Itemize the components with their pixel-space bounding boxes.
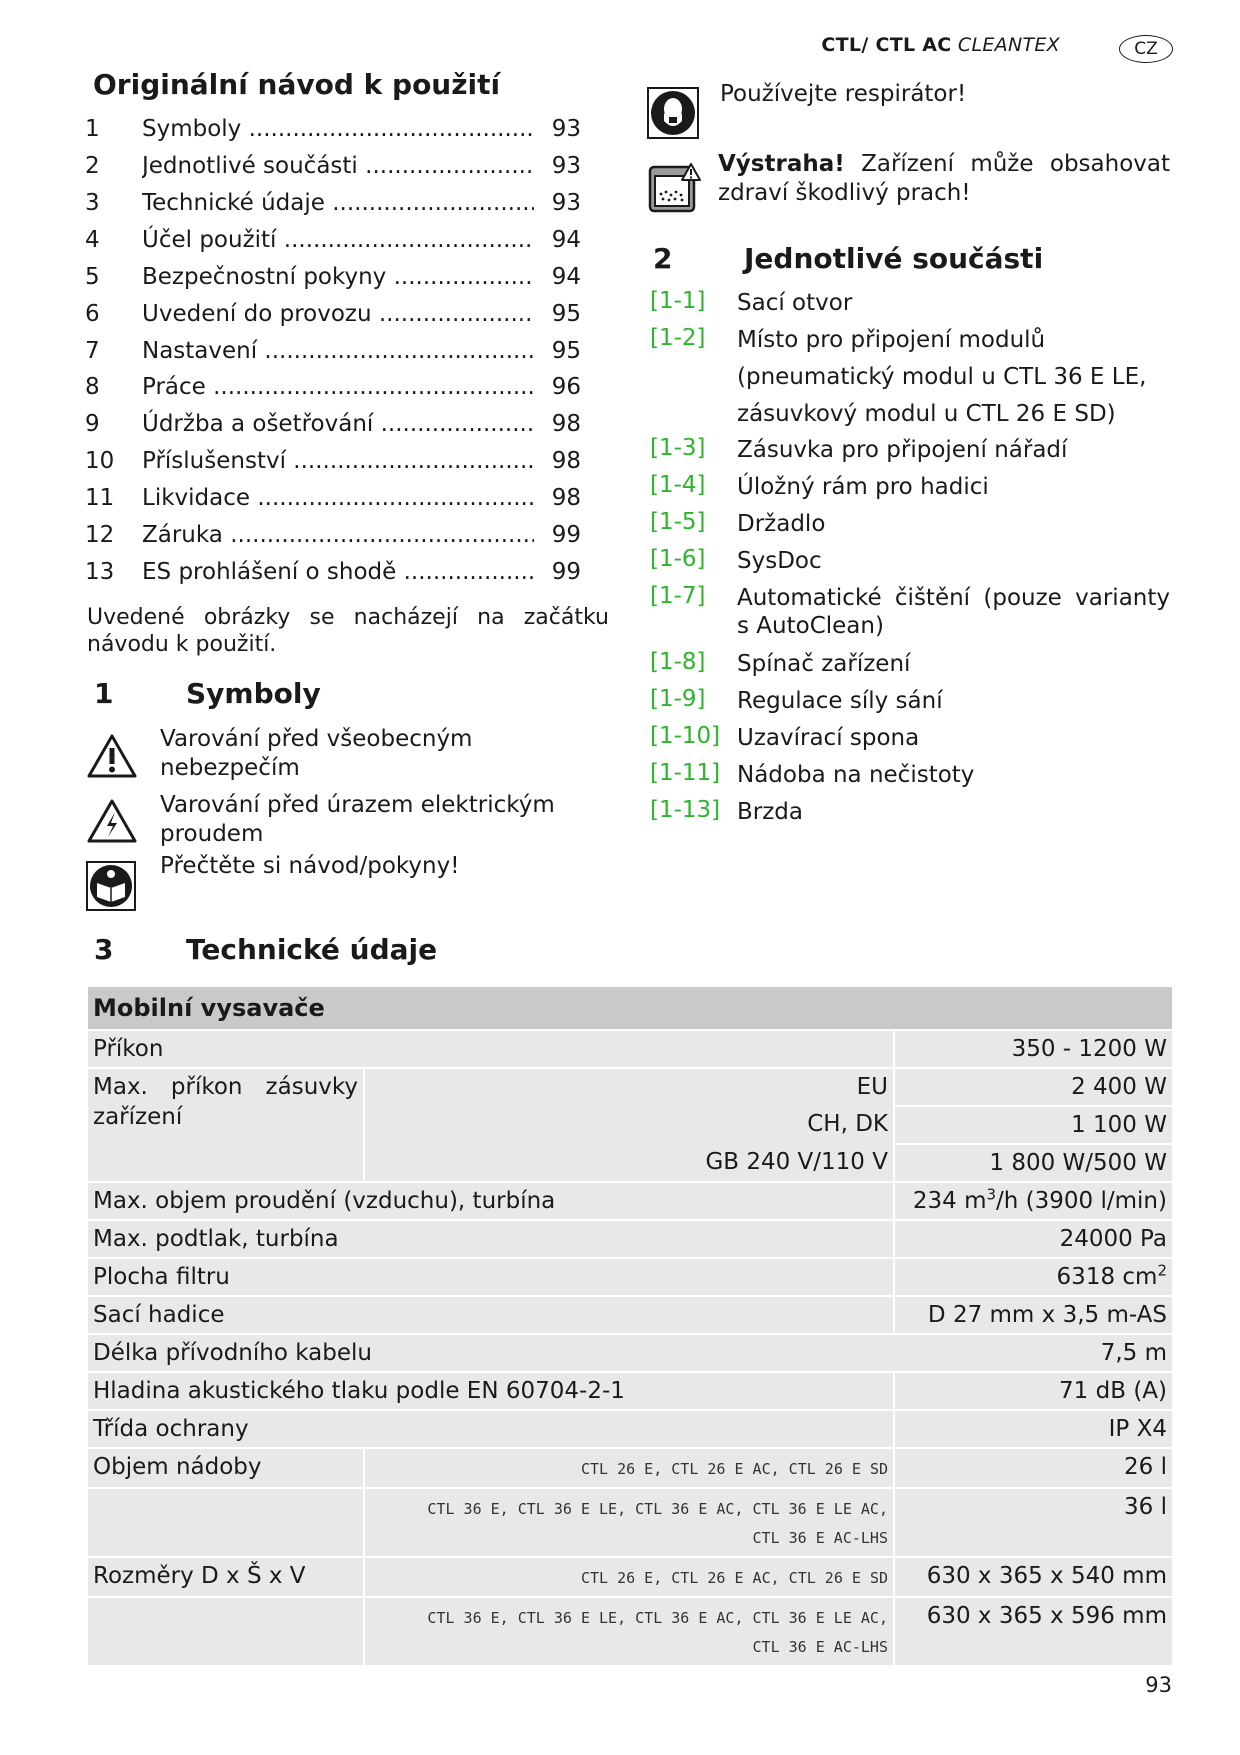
region-cell: CH, DK <box>364 1106 894 1144</box>
table-row <box>87 1488 1173 1557</box>
section1-title: Symboly <box>186 677 321 710</box>
component-ref: [1-3] <box>650 435 706 461</box>
toc-num: 5 <box>85 264 100 290</box>
dust-warning-body: Zařízení může obsahovat zdraví škodlivý prach! <box>718 151 1171 206</box>
component-label: Držadlo <box>737 511 826 537</box>
value-part: /h (3900 l/min) <box>996 1188 1167 1214</box>
row-value: IP X4 <box>894 1410 1173 1448</box>
symbol-text: Přečtěte si návod/pokyny! <box>160 853 460 879</box>
toc-page: 93 <box>551 153 581 179</box>
table-row <box>87 1030 1173 1068</box>
technical-data-table <box>86 985 1174 1667</box>
symbol-text: Varování před úrazem elektrickým proudem <box>160 792 555 847</box>
row-label: Délka přívodního kabelu <box>87 1334 894 1372</box>
row-label: Objem nádoby <box>87 1448 364 1488</box>
toc-row[interactable] <box>85 297 581 331</box>
dust-hazard-icon <box>647 162 701 220</box>
toc-num: 3 <box>85 190 100 216</box>
toc-page: 98 <box>551 448 581 474</box>
table-header: Mobilní vysavače <box>87 986 1173 1030</box>
models-cell: CTL 26 E, CTL 26 E AC, CTL 26 E SD <box>364 1557 894 1597</box>
toc-row[interactable] <box>85 149 581 183</box>
section3-title: Technické údaje <box>186 933 438 966</box>
toc-row[interactable] <box>85 112 581 146</box>
table-row <box>87 1334 1173 1372</box>
toc-page: 99 <box>551 522 581 548</box>
toc-num: 12 <box>85 522 115 548</box>
toc-num: 11 <box>85 485 115 511</box>
toc-num: 4 <box>85 227 100 253</box>
component-label: Nádoba na nečistoty <box>737 762 975 788</box>
row-value: 1 800 W/500 W <box>894 1144 1173 1182</box>
intro-note: Uvedené obrázky se nacházejí na začátku návodu k použití. <box>87 605 609 657</box>
toc-title: ES prohlášení o shodě ..... <box>142 555 534 589</box>
models-line: CTL 36 E, CTL 36 E LE, CTL 36 E AC, CTL 36 E LE AC, <box>427 1500 888 1518</box>
toc-row[interactable] <box>85 260 581 294</box>
table-row <box>87 1068 1173 1106</box>
component-ref: [1-7] <box>650 583 706 609</box>
row-label: Rozměry D x Š x V <box>87 1557 364 1597</box>
row-value <box>894 1258 1173 1296</box>
toc-page: 98 <box>551 411 581 437</box>
component-ref: [1-13] <box>650 797 721 823</box>
section2-title: Jednotlivé součásti <box>744 242 1044 275</box>
toc-row[interactable] <box>85 334 581 368</box>
read-manual-icon <box>86 861 136 915</box>
section1-number: 1 <box>94 677 114 710</box>
row-value: 1 100 W <box>894 1106 1173 1144</box>
region-cell: GB 240 V/110 V <box>364 1144 894 1182</box>
section3-number: 3 <box>94 933 114 966</box>
component-ref: [1-9] <box>650 686 706 712</box>
component-ref: [1-11] <box>650 760 721 786</box>
section2-number: 2 <box>653 242 673 275</box>
table-row <box>87 1296 1173 1334</box>
header-brand-italic: CLEANTEX <box>957 34 1060 56</box>
table-row <box>87 1448 1173 1488</box>
models-line: CTL 36 E AC-LHS <box>752 1638 888 1656</box>
component-ref: [1-6] <box>650 546 706 572</box>
toc-num: 13 <box>85 559 115 585</box>
row-label: Plocha filtru <box>87 1258 894 1296</box>
component-label: SysDoc <box>737 548 822 574</box>
row-label: Sací hadice <box>87 1296 894 1334</box>
models-line: CTL 36 E AC-LHS <box>752 1529 888 1547</box>
toc-row[interactable] <box>85 518 581 552</box>
dust-warning-bold: Výstraha! <box>718 151 845 177</box>
value-superscript: 2 <box>1157 1261 1167 1280</box>
row-label: Hladina akustického tlaku podle EN 60704-2-1 <box>87 1372 894 1410</box>
toc-num: 7 <box>85 338 100 364</box>
toc-row[interactable] <box>85 444 581 478</box>
row-value: 630 x 365 x 596 mm <box>894 1597 1173 1666</box>
models-cell <box>364 1488 894 1557</box>
header-brand <box>821 34 1060 56</box>
toc-num: 6 <box>85 301 100 327</box>
respirator-icon <box>647 87 699 143</box>
row-value: D 27 mm x 3,5 m-AS <box>894 1296 1173 1334</box>
toc-num: 2 <box>85 153 100 179</box>
component-ref: [1-8] <box>650 649 706 675</box>
component-label: Brzda <box>737 799 804 825</box>
toc-page: 94 <box>551 264 581 290</box>
toc-page: 98 <box>551 485 581 511</box>
row-value: 350 - 1200 W <box>894 1030 1173 1068</box>
toc-row[interactable] <box>85 370 581 404</box>
component-ref: [1-1] <box>650 288 706 314</box>
component-label: Automatické čištění (pouze varianty s AutoClean) <box>737 585 1170 639</box>
respirator-text: Používejte respirátor! <box>720 81 967 107</box>
header-brand-bold: CTL/ CTL AC <box>821 34 952 56</box>
toc-num: 1 <box>85 116 100 142</box>
component-ref: [1-2] <box>650 325 706 351</box>
table-row <box>87 1182 1173 1220</box>
row-value: 71 dB (A) <box>894 1372 1173 1410</box>
row-label: Třída ochrany <box>87 1410 894 1448</box>
component-ref: [1-4] <box>650 472 706 498</box>
empty-cell <box>87 1597 364 1666</box>
component-ref: [1-5] <box>650 509 706 535</box>
toc-title: Jednotlivé součásti ..... <box>142 149 534 183</box>
toc-title: Záruka ..... <box>142 518 534 552</box>
row-value: 2 400 W <box>894 1068 1173 1106</box>
toc-title: Údržba a ošetřování ..... <box>142 407 534 441</box>
toc-title: Symboly ..... <box>142 112 534 146</box>
row-label: Příkon <box>87 1030 894 1068</box>
table-header-row <box>87 986 1173 1030</box>
toc-num: 8 <box>85 374 100 400</box>
table-row <box>87 1597 1173 1666</box>
row-value: 630 x 365 x 540 mm <box>894 1557 1173 1597</box>
page-number: 93 <box>1145 1673 1172 1697</box>
toc-page: 93 <box>551 190 581 216</box>
dust-warning-text <box>718 150 1170 208</box>
component-label: Regulace síly sání <box>737 688 943 714</box>
value-part: 234 m <box>912 1188 987 1214</box>
table-row <box>87 1220 1173 1258</box>
toc-title: Bezpečnostní pokyny ..... <box>142 260 534 294</box>
models-cell <box>364 1597 894 1666</box>
component-label: Spínač zařízení <box>737 651 911 677</box>
component-label: Uzavírací spona <box>737 725 920 751</box>
row-label: Max. podtlak, turbína <box>87 1220 894 1258</box>
toc-title: Nastavení ..... <box>142 334 534 368</box>
component-label: Úložný rám pro hadici <box>737 474 989 500</box>
empty-cell <box>87 1488 364 1557</box>
component-label: Sací otvor <box>737 290 853 316</box>
toc-title: Likvidace ..... <box>142 481 534 515</box>
table-row <box>87 1410 1173 1448</box>
models-line: CTL 36 E, CTL 36 E LE, CTL 36 E AC, CTL 36 E LE AC, <box>427 1609 888 1627</box>
toc-title: Práce ..... <box>142 370 534 404</box>
component-label: Zásuvka pro připojení nářadí <box>737 437 1068 463</box>
warning-triangle-icon <box>86 733 138 783</box>
table-row <box>87 1557 1173 1597</box>
country-badge: CZ <box>1119 35 1173 63</box>
row-value: 36 l <box>894 1488 1173 1557</box>
toc-num: 9 <box>85 411 100 437</box>
models-cell: CTL 26 E, CTL 26 E AC, CTL 26 E SD <box>364 1448 894 1488</box>
toc-title: Technické údaje ..... <box>142 186 534 220</box>
toc-row[interactable] <box>85 481 581 515</box>
component-ref: [1-10] <box>650 723 721 749</box>
toc-row[interactable] <box>85 407 581 441</box>
document-title: Originální návod k použití <box>93 68 501 101</box>
toc-page: 96 <box>551 374 581 400</box>
row-label: Max. objem proudění (vzduchu), turbína <box>87 1182 894 1220</box>
toc-row[interactable] <box>85 186 581 220</box>
toc-page: 95 <box>551 301 581 327</box>
row-value: 24000 Pa <box>894 1220 1173 1258</box>
row-label: Max. příkon zásuvky zařízení <box>87 1068 364 1182</box>
toc-page: 94 <box>551 227 581 253</box>
row-value <box>894 1182 1173 1220</box>
row-value: 26 l <box>894 1448 1173 1488</box>
toc-page: 93 <box>551 116 581 142</box>
toc-title: Uvedení do provozu ..... <box>142 297 534 331</box>
toc-title: Účel použití ..... <box>142 223 534 257</box>
table-row <box>87 1372 1173 1410</box>
table-row <box>87 1258 1173 1296</box>
electric-hazard-icon <box>86 798 138 848</box>
value-superscript: 3 <box>986 1185 997 1204</box>
symbol-text: Varování před všeobecným nebezpečím <box>160 726 473 781</box>
value-part: 6318 cm <box>1056 1264 1158 1290</box>
toc-page: 95 <box>551 338 581 364</box>
toc-row[interactable] <box>85 555 581 589</box>
toc-title: Příslušenství ..... <box>142 444 534 478</box>
toc-num: 10 <box>85 448 115 474</box>
toc-page: 99 <box>551 559 581 585</box>
region-cell: EU <box>364 1068 894 1106</box>
toc-row[interactable] <box>85 223 581 257</box>
component-label: Místo pro připojení modulů (pneumatický modul u CTL 36 E LE, zásuvkový modul u CTL 26 E SD) <box>737 327 1147 427</box>
row-value: 7,5 m <box>894 1334 1173 1372</box>
